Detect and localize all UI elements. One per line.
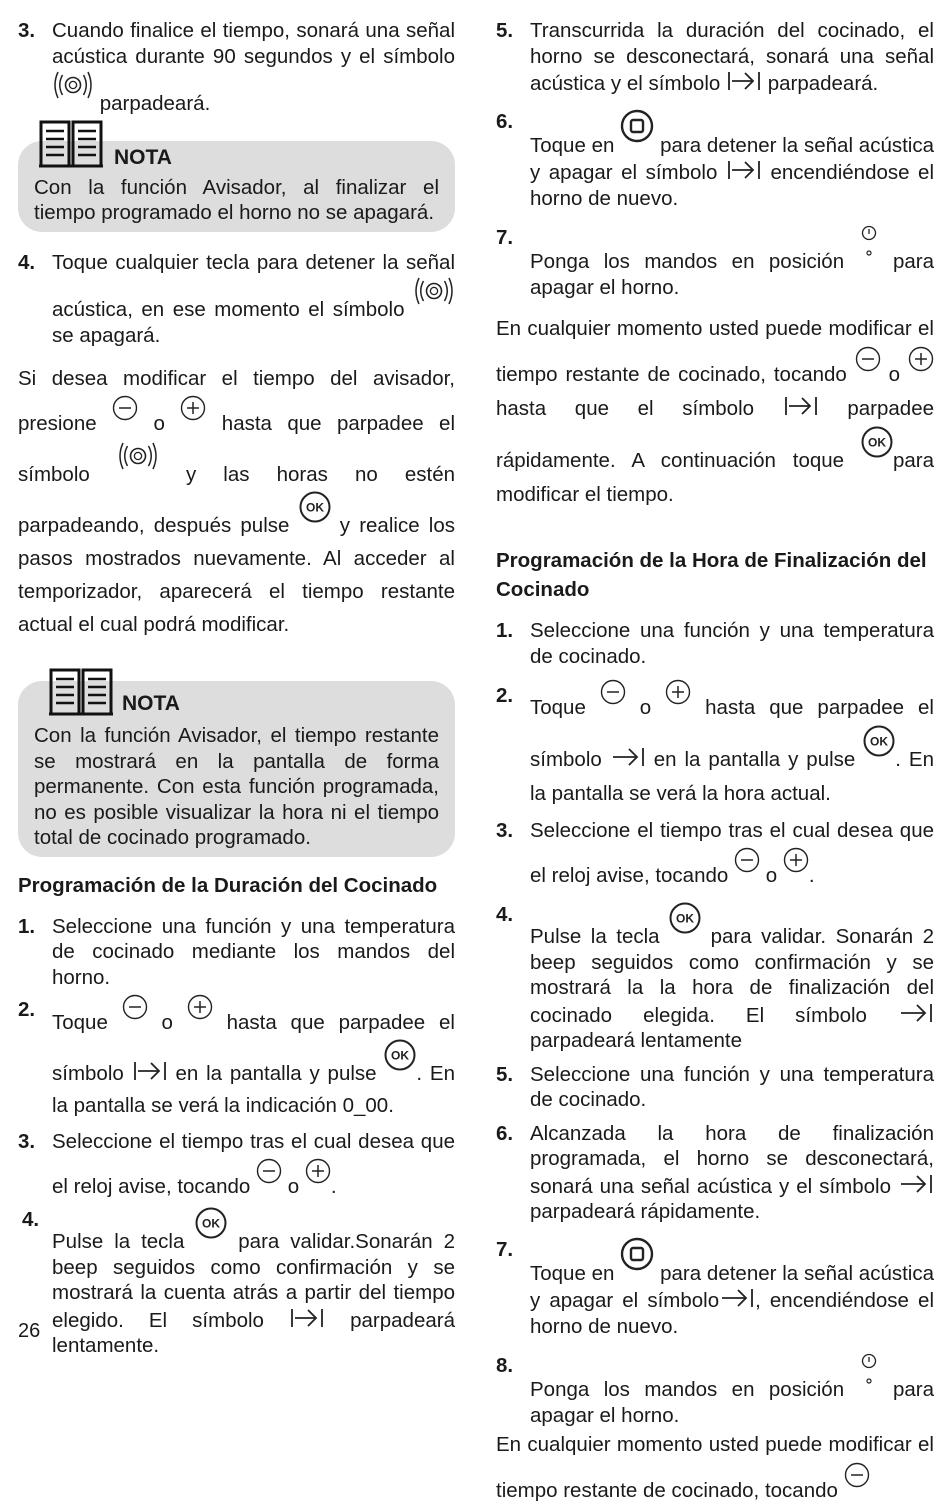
item-number: 1. [496,619,514,642]
item-text: para validar. Sonarán 2 beep seguidos como confirmación y se mostrará la la hora de finalización del cocinado elegida. El símbolo [530,925,935,1027]
item-text: parpadeará lentamente [530,1029,742,1052]
alarm-bell-icon [413,275,455,307]
item-text: Ponga los mandos en posición [530,1378,845,1401]
off-position-icon [859,1353,879,1387]
plus-circle-icon [908,346,934,372]
item-number: 2. [496,684,514,707]
item-text: o [161,1011,173,1034]
end-time-icon [132,1059,168,1083]
item-text: . [808,864,815,887]
item-number: 4. [22,1208,40,1231]
item-text: símbolo [52,1062,124,1085]
plus-circle-icon [783,847,809,873]
note-book-icon [38,119,104,169]
minus-circle-icon [122,994,148,1020]
list-item [18,18,455,117]
item-number: 3. [18,1130,36,1153]
item-text: Seleccione el tiempo tras el cual desea que el reloj avise, tocando [530,819,934,887]
end-time-icon [726,69,762,93]
item-number: 7. [496,226,514,249]
list-item [496,618,934,669]
paragraph-text: y realice los pasos mostrados nuevamente. Al acceder al temporizador, aparecerá el tiempo restante actual el cual podrá modificar. [18,514,455,636]
note-text: Con la función Avisador, el tiempo restante se mostrará en la pantalla de forma permanente. Con esta función programada, no es posible visualizar la hora ni el tiempo total de cocinado programado. [34,724,439,849]
item-text: en la pantalla y pulse [653,748,856,771]
note-book-icon [48,667,114,717]
item-text: para apagar el horno. [530,250,934,299]
item-text: Alcanzada la hora de finalización programada, el horno se desconectará, sonará una señal acústica y el símbolo [530,1121,934,1198]
item-text: encendiéndose el horno de nuevo. [530,161,934,210]
list-item [18,1207,455,1359]
item-text: símbolo [332,298,405,321]
item-text: . [330,1175,337,1198]
item-number: 3. [496,819,514,842]
item-text: o [765,864,778,887]
paragraph [496,312,934,512]
minus-circle-icon [734,847,760,873]
paragraph-text: y las horas no estén [185,463,455,486]
item-text: Toque en [530,133,615,157]
paragraph-text: parpadeando, después pulse [18,514,290,537]
off-position-icon [859,225,879,259]
note-title: NOTA [114,145,172,169]
ok-button-icon [384,1039,416,1071]
paragraph [18,362,455,641]
paragraph-text: para modificar el tiempo. [496,449,934,506]
paragraph-text: presione [18,412,97,435]
paragraph-text: Si desea modificar el tiempo del avisador, [18,367,455,390]
item-text: Ponga los mandos en posición [530,250,845,273]
item-number: 4. [18,250,36,274]
page-number: 26 [18,1320,41,1342]
paragraph-text: hasta que parpadee el [221,412,456,435]
end-time-icon [898,1172,934,1196]
item-text: parpadeará rápidamente. [530,1200,761,1223]
list-item [496,225,934,300]
plus-circle-icon [665,679,691,705]
end-time-icon [783,394,819,418]
list-item [18,914,455,991]
item-number: 6. [496,1121,514,1145]
list-item [496,815,934,892]
note-title: NOTA [122,692,180,715]
list-item [496,679,934,811]
item-text: Toque en [530,1261,615,1285]
item-text: para detener la señal acústica y apagar el símbolo [530,133,935,184]
section-heading: Programación de la Duración del Cocinado [18,873,438,897]
item-text: o [639,696,652,719]
note-box [18,681,455,857]
paragraph-text: En cualquier momento usted puede modificar el tiempo restante de cocinado, tocando [496,1433,934,1502]
list-item [18,994,455,1122]
paragraph-text: hasta que el símbolo [496,397,755,420]
ok-button-icon [669,902,701,934]
item-text: Toque [52,1011,108,1034]
minus-circle-icon [256,1158,282,1184]
list-item [496,1121,934,1225]
note-text: Con la función Avisador, al finalizar el tiempo programado el horno no se apagará. [34,175,439,224]
item-text: Seleccione una función y una temperatura de cocinado mediante los mandos del horno. [52,914,455,989]
item-number: 1. [18,914,36,938]
list-item [496,1353,934,1428]
section-heading: Programación de la Hora de Finalización del Cocinado [496,549,927,601]
item-text: . En la pantalla se verá la hora actual. [530,748,934,805]
item-text: Cuando finalice el tiempo, sonará una señal acústica durante 90 segundos y el [52,19,455,68]
ok-button-icon [863,725,895,757]
stop-button-icon [620,1237,654,1271]
item-text: para apagar el horno. [530,1378,934,1427]
item-text: parpadeará. [99,92,211,115]
item-number: 8. [496,1354,514,1377]
item-text: símbolo [530,748,602,771]
item-number: 6. [496,109,514,133]
list-item [496,902,934,1054]
item-text: Toque [530,696,586,719]
list-item [18,1126,455,1203]
plus-circle-icon [305,1158,331,1184]
minus-circle-icon [844,1462,870,1488]
end-time-icon [719,1286,755,1310]
minus-circle-icon [112,395,138,421]
plus-circle-icon [187,994,213,1020]
stop-button-icon [620,109,654,143]
item-text: , encendiéndose el horno de nuevo. [530,1289,935,1338]
item-text: Seleccione una función y una temperatura de cocinado. [530,619,934,668]
paragraph [496,1428,934,1508]
item-number: 5. [496,19,514,42]
item-text: hasta que parpadee el [226,1011,455,1034]
item-number: 4. [496,903,514,926]
list-item [18,250,455,349]
paragraph-text: o [888,363,901,386]
list-item [496,1062,934,1113]
item-text: . En la pantalla se verá la indicación 0_00. [52,1062,455,1117]
item-text: Toque cualquier tecla para detener la señal acústica, en ese momento el [52,250,455,321]
item-text: Seleccione una función y una temperatura de cocinado. [530,1062,934,1111]
item-text: o [287,1175,300,1198]
list-item [496,18,934,97]
item-text: hasta que parpadee el [705,696,934,719]
right-column [496,18,934,1508]
item-text: para validar.Sonarán 2 beep seguidos como confirmación y se mostrará la cuenta atrás a partir del tiempo elegido. El símbolo [52,1230,456,1332]
note-box [18,141,455,232]
item-text: Pulse la tecla [52,1230,185,1253]
plus-circle-icon [180,395,206,421]
paragraph-text: o [153,412,165,435]
item-text: Seleccione el tiempo tras el cual desea que el reloj avise, tocando [52,1130,455,1198]
paragraph-text: símbolo [18,463,90,486]
item-number: 5. [496,1062,514,1086]
paragraph-text: En cualquier momento usted puede modificar el tiempo restante de cocinado, tocando [496,317,934,386]
item-text: en la pantalla y pulse [175,1062,377,1085]
list-item [496,109,934,212]
item-text: Pulse la tecla [530,925,660,948]
item-text: para detener la señal acústica y apagar el símbolo [530,1261,935,1312]
item-number: 7. [496,1237,514,1261]
minus-circle-icon [855,346,881,372]
alarm-bell-icon [52,69,94,101]
left-column [18,18,455,1359]
alarm-bell-icon [117,440,159,472]
item-number: 3. [18,19,36,42]
item-number: 2. [18,998,36,1021]
item-text: símbolo [383,44,456,68]
end-time-icon [726,158,762,182]
end-time-icon [898,1001,934,1025]
ok-button-icon [195,1207,227,1239]
paragraph-text: parpadee rápidamente. A continuación toque [496,397,934,472]
list-item [496,1237,934,1340]
end-time-icon [610,745,646,769]
item-text: se apagará. [52,323,161,347]
end-time-icon [289,1306,325,1330]
item-text: parpadeará lentamente. [52,1308,455,1357]
ok-button-icon [861,426,893,458]
item-text: parpadeará. [767,72,879,95]
minus-circle-icon [600,679,626,705]
item-text: Transcurrida la duración del cocinado, el horno se desconectará, sonará una señal acústica y el símbolo [530,19,934,95]
ok-button-icon [299,491,331,523]
